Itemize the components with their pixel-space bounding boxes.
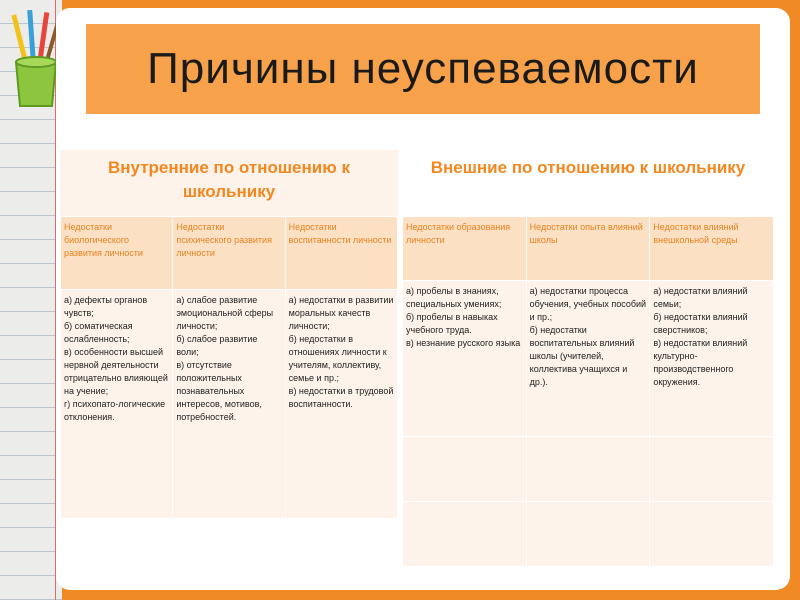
internal-col-header: Недостатки психического развития личности <box>173 217 285 290</box>
internal-col-items <box>61 290 173 519</box>
external-col-header: Недостатки опыта влияний школы <box>526 217 650 281</box>
list-item: в) незнание русского языка <box>406 338 521 348</box>
internal-col-header: Недостатки воспитанности личности <box>285 217 397 290</box>
internal-col-items <box>173 290 285 519</box>
list-item: а) дефекты органов чувств; <box>64 295 148 318</box>
list-item: б) недостатки воспитательных влияний школы (учителей, коллектива учащихся и др.). <box>529 325 635 387</box>
list-item: б) пробелы в навыках учебного труда. <box>406 312 498 335</box>
list-item: в) недостатки влияний культурно-производственного окружения. <box>653 338 748 387</box>
title-banner <box>86 24 760 114</box>
list-item: в) отсутствие положительных познавательных интересов, мотивов, потребностей. <box>176 360 262 422</box>
empty-cell <box>650 502 774 567</box>
external-heading: Внешние по отношению к школьнику <box>430 158 746 177</box>
empty-cell <box>403 502 527 567</box>
internal-heading: Внутренние по отношению к школьнику <box>60 150 398 216</box>
list-item: а) недостатки процесса обучения, учебных пособий и пр.; <box>529 286 647 322</box>
external-col-items <box>403 281 527 437</box>
internal-col-header: Недостатки биологического развития личности <box>61 217 173 290</box>
empty-cell <box>526 502 650 567</box>
slide <box>56 8 790 590</box>
list-item: а) недостатки влияний семьи; <box>653 286 748 309</box>
empty-cell <box>650 437 774 502</box>
list-item: б) соматическая ослабленность; <box>64 321 133 344</box>
external-col-header: Недостатки образования личности <box>403 217 527 281</box>
external-col-header: Недостатки влияний внешкольной среды <box>650 217 774 281</box>
external-causes-section <box>402 150 774 567</box>
list-item: а) слабое развитие эмоциональной сферы личности; <box>176 295 274 331</box>
internal-table <box>60 216 398 519</box>
empty-cell <box>526 437 650 502</box>
page-title: Причины неуспеваемости <box>147 44 699 93</box>
internal-causes-section <box>60 150 398 519</box>
external-col-items <box>526 281 650 437</box>
list-item: б) слабое развитие воли; <box>176 334 258 357</box>
list-item: а) пробелы в знаниях, специальных умениях; <box>406 286 502 309</box>
list-item: в) особенности высшей нервной деятельности отрицательно влияющей на учение; <box>64 347 168 396</box>
list-item: б) недостатки в отношениях личности к учителям, коллективу, семье и пр.; <box>288 334 387 383</box>
list-item: а) недостатки в развитии моральных качеств личности; <box>288 295 394 331</box>
empty-cell <box>403 437 527 502</box>
internal-col-items <box>285 290 397 519</box>
list-item: б) недостатки влияний сверстников; <box>653 312 748 335</box>
external-table <box>402 216 774 567</box>
external-col-items <box>650 281 774 437</box>
list-item: в) недостатки в трудовой воспитанности. <box>288 386 394 409</box>
list-item: г) психопато-логические отклонения. <box>64 399 166 422</box>
